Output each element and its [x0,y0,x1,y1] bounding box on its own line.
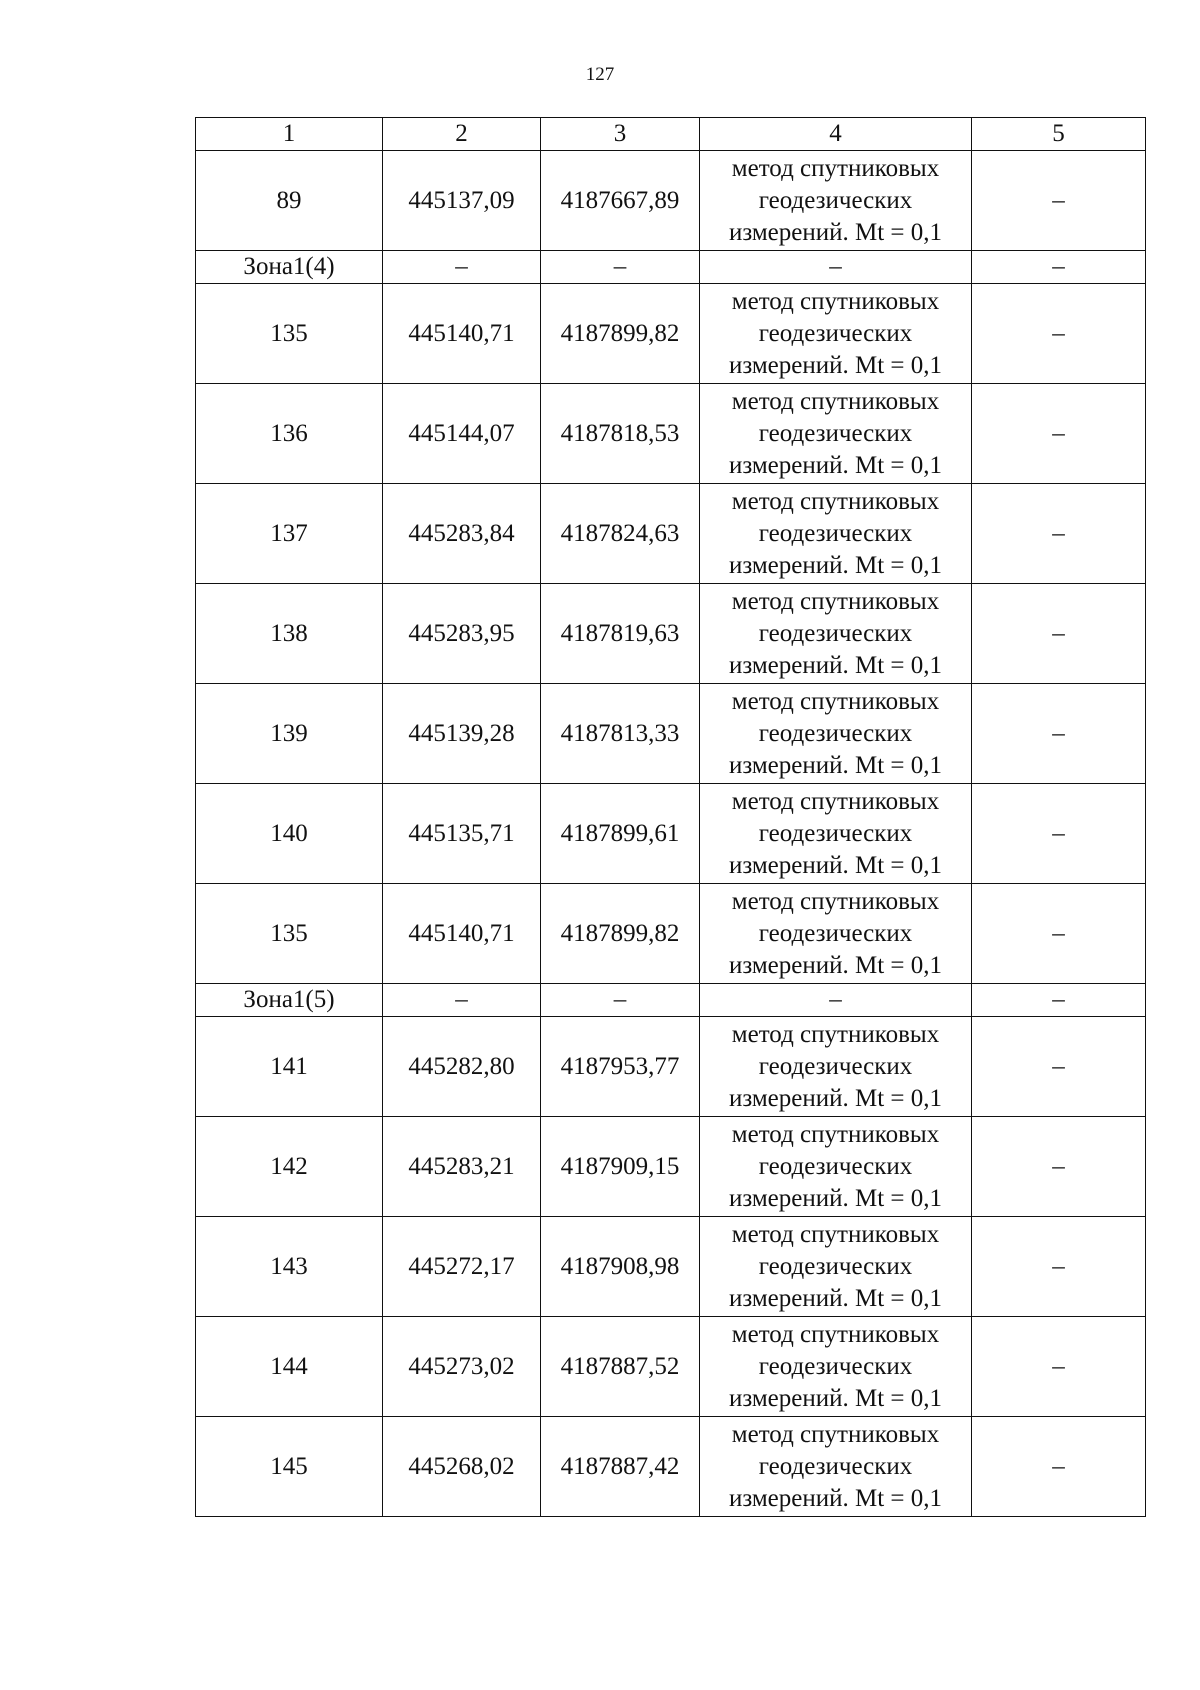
coord-x-cell: – [383,251,541,284]
method-line: геодезических [758,1052,913,1080]
note-cell: – [972,384,1146,484]
coord-y-cell: 4187899,82 [541,284,700,384]
table-row [196,484,1146,584]
coord-y-cell: 4187953,77 [541,1017,700,1117]
method-line: измерений. Mt = 0,1 [728,451,943,479]
table-row [196,784,1146,884]
method-line: метод спутниковых [731,1120,940,1148]
method-line: метод спутниковых [731,387,940,415]
method-line: метод спутниковых [731,287,940,315]
method-line: метод спутниковых [731,587,940,615]
table-row [196,1317,1146,1417]
method-line: геодезических [758,719,913,747]
method-cell [700,1017,972,1117]
table-row [196,151,1146,251]
coord-y-cell: 4187887,52 [541,1317,700,1417]
method-cell [700,484,972,584]
point-number-cell: 140 [196,784,383,884]
method-line: измерений. Mt = 0,1 [728,218,943,246]
method-line: геодезических [758,1252,913,1280]
method-cell [700,1217,972,1317]
coord-y-cell: – [541,984,700,1017]
page-number: 127 [585,64,615,85]
coord-x-cell: 445140,71 [383,284,541,384]
method-line: геодезических [758,619,913,647]
method-line: геодезических [758,1152,913,1180]
method-cell [700,684,972,784]
coord-x-cell: 445137,09 [383,151,541,251]
zone-row [196,251,1146,284]
method-cell [700,1417,972,1517]
zone-label-cell: Зона1(4) [196,251,383,284]
coord-x-cell: 445273,02 [383,1317,541,1417]
point-number-cell: 135 [196,284,383,384]
note-cell: – [972,1117,1146,1217]
table-row [196,1417,1146,1517]
note-cell: – [972,1017,1146,1117]
note-cell: – [972,1417,1146,1517]
table-body [196,118,1146,1517]
method-cell [700,1117,972,1217]
point-number-cell: 138 [196,584,383,684]
table-row [196,1117,1146,1217]
table-row [196,584,1146,684]
note-cell: – [972,484,1146,584]
coord-x-cell: 445283,21 [383,1117,541,1217]
coord-y-cell: 4187818,53 [541,384,700,484]
zone-row [196,984,1146,1017]
point-number-cell: 89 [196,151,383,251]
note-cell: – [972,984,1146,1017]
header-cell-3: 3 [541,118,700,151]
method-line: метод спутниковых [731,1320,940,1348]
coord-x-cell: 445282,80 [383,1017,541,1117]
coord-x-cell: 445268,02 [383,1417,541,1517]
method-line: измерений. Mt = 0,1 [728,751,943,779]
coord-y-cell: 4187667,89 [541,151,700,251]
method-line: геодезических [758,186,913,214]
coord-x-cell: 445139,28 [383,684,541,784]
table-row [196,284,1146,384]
header-cell-1: 1 [196,118,383,151]
coord-y-cell: 4187813,33 [541,684,700,784]
table-row [196,1017,1146,1117]
method-line: измерений. Mt = 0,1 [728,1284,943,1312]
method-cell: – [700,251,972,284]
coord-y-cell: 4187824,63 [541,484,700,584]
note-cell: – [972,584,1146,684]
coord-y-cell: 4187819,63 [541,584,700,684]
method-cell [700,384,972,484]
note-cell: – [972,251,1146,284]
point-number-cell: 135 [196,884,383,984]
method-line: геодезических [758,919,913,947]
header-cell-4: 4 [700,118,972,151]
zone-label-cell: Зона1(5) [196,984,383,1017]
header-cell-5: 5 [972,118,1146,151]
table-row [196,684,1146,784]
method-line: геодезических [758,519,913,547]
note-cell: – [972,1317,1146,1417]
coord-x-cell: 445135,71 [383,784,541,884]
coord-y-cell: 4187908,98 [541,1217,700,1317]
header-cell-2: 2 [383,118,541,151]
method-line: метод спутниковых [731,687,940,715]
method-line: измерений. Mt = 0,1 [728,851,943,879]
method-line: геодезических [758,319,913,347]
point-number-cell: 139 [196,684,383,784]
coord-x-cell: 445140,71 [383,884,541,984]
note-cell: – [972,284,1146,384]
coord-y-cell: 4187899,82 [541,884,700,984]
coord-x-cell: 445283,84 [383,484,541,584]
method-cell [700,584,972,684]
method-cell: – [700,984,972,1017]
method-line: измерений. Mt = 0,1 [728,351,943,379]
method-line: метод спутниковых [731,487,940,515]
method-line: геодезических [758,819,913,847]
table-row [196,384,1146,484]
table-row [196,1217,1146,1317]
note-cell: – [972,784,1146,884]
method-line: метод спутниковых [731,1220,940,1248]
method-line: метод спутниковых [731,1420,940,1448]
point-number-cell: 137 [196,484,383,584]
method-line: метод спутниковых [731,1020,940,1048]
note-cell: – [972,151,1146,251]
point-number-cell: 142 [196,1117,383,1217]
method-line: измерений. Mt = 0,1 [728,1084,943,1112]
note-cell: – [972,884,1146,984]
table-header-row [196,118,1146,151]
method-cell [700,284,972,384]
method-line: измерений. Mt = 0,1 [728,651,943,679]
note-cell: – [972,1217,1146,1317]
method-line: метод спутниковых [731,154,940,182]
coord-x-cell: 445272,17 [383,1217,541,1317]
method-line: измерений. Mt = 0,1 [728,1384,943,1412]
coord-y-cell: 4187909,15 [541,1117,700,1217]
point-number-cell: 144 [196,1317,383,1417]
method-cell [700,784,972,884]
point-number-cell: 143 [196,1217,383,1317]
coord-x-cell: 445144,07 [383,384,541,484]
coord-x-cell: – [383,984,541,1017]
method-line: измерений. Mt = 0,1 [728,551,943,579]
method-line: измерений. Mt = 0,1 [728,1484,943,1512]
coord-y-cell: 4187887,42 [541,1417,700,1517]
note-cell: – [972,684,1146,784]
method-cell [700,151,972,251]
method-cell [700,1317,972,1417]
method-cell [700,884,972,984]
coord-x-cell: 445283,95 [383,584,541,684]
method-line: метод спутниковых [731,787,940,815]
method-line: измерений. Mt = 0,1 [728,951,943,979]
point-number-cell: 136 [196,384,383,484]
point-number-cell: 141 [196,1017,383,1117]
coord-y-cell: – [541,251,700,284]
point-number-cell: 145 [196,1417,383,1517]
coordinates-table [195,117,1146,1517]
method-line: геодезических [758,1452,913,1480]
method-line: метод спутниковых [731,887,940,915]
coord-y-cell: 4187899,61 [541,784,700,884]
method-line: измерений. Mt = 0,1 [728,1184,943,1212]
table-row [196,884,1146,984]
method-line: геодезических [758,1352,913,1380]
method-line: геодезических [758,419,913,447]
